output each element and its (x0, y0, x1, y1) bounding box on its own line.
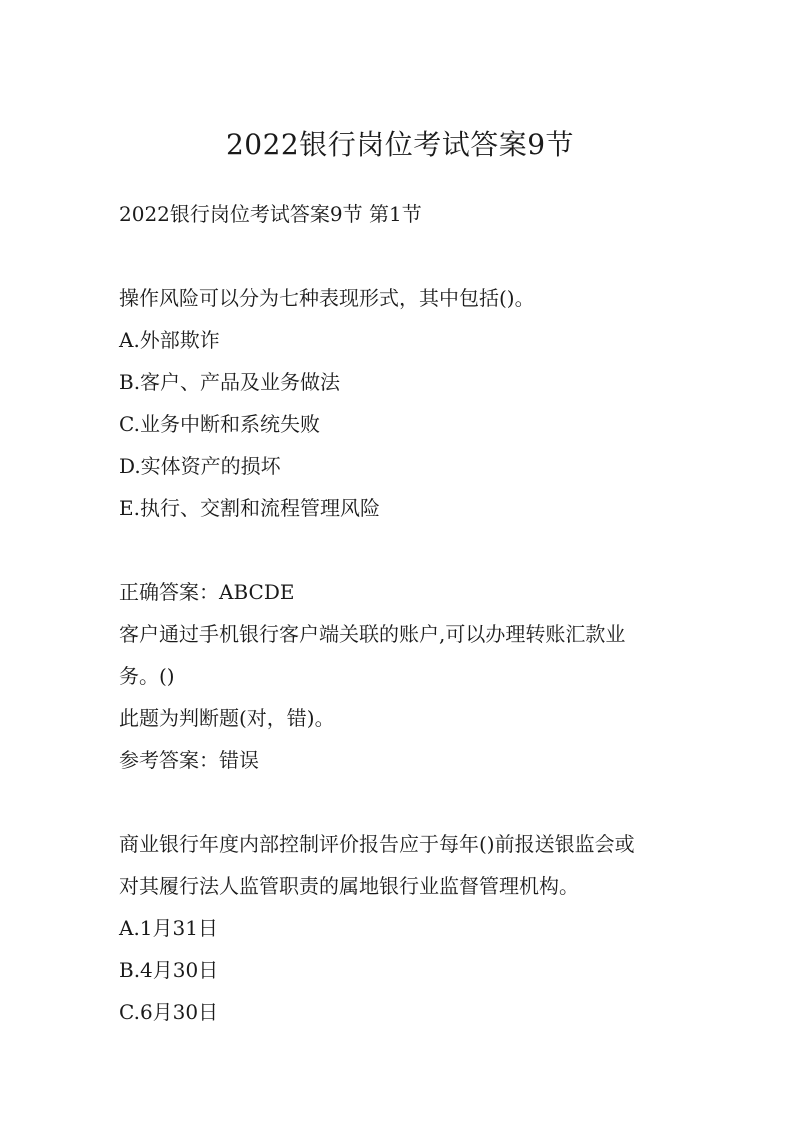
question-3-text-line-2: 对其履行法人监管职责的属地银行业监督管理机构。 (119, 874, 579, 898)
question-3-option-a: A.1月31日 (119, 916, 218, 940)
question-1-answer: 正确答案：ABCDE (119, 580, 295, 604)
question-1-option-e: E.执行、交割和流程管理风险 (119, 496, 380, 520)
section-heading: 2022银行岗位考试答案9节 第1节 (119, 202, 422, 226)
question-2-type-note: 此题为判断题(对，错)。 (119, 706, 335, 730)
question-1-text: 操作风险可以分为七种表现形式，其中包括()。 (119, 286, 535, 310)
question-3-option-c: C.6月30日 (119, 1000, 219, 1024)
question-1-option-a: A.外部欺诈 (119, 328, 220, 352)
question-1-option-b: B.客户、产品及业务做法 (119, 370, 341, 394)
question-2-answer: 参考答案：错误 (119, 748, 259, 772)
question-2-text-line-2: 务。() (119, 664, 175, 688)
document-title: 2022银行岗位考试答案9节 (225, 128, 575, 161)
question-1-option-c: C.业务中断和系统失败 (119, 412, 320, 436)
question-1-option-d: D.实体资产的损坏 (119, 454, 281, 478)
question-3-option-b: B.4月30日 (119, 958, 219, 982)
question-3-text-line-1: 商业银行年度内部控制评价报告应于每年()前报送银监会或 (119, 832, 635, 856)
question-2-text-line-1: 客户通过手机银行客户端关联的账户,可以办理转账汇款业 (119, 622, 626, 646)
